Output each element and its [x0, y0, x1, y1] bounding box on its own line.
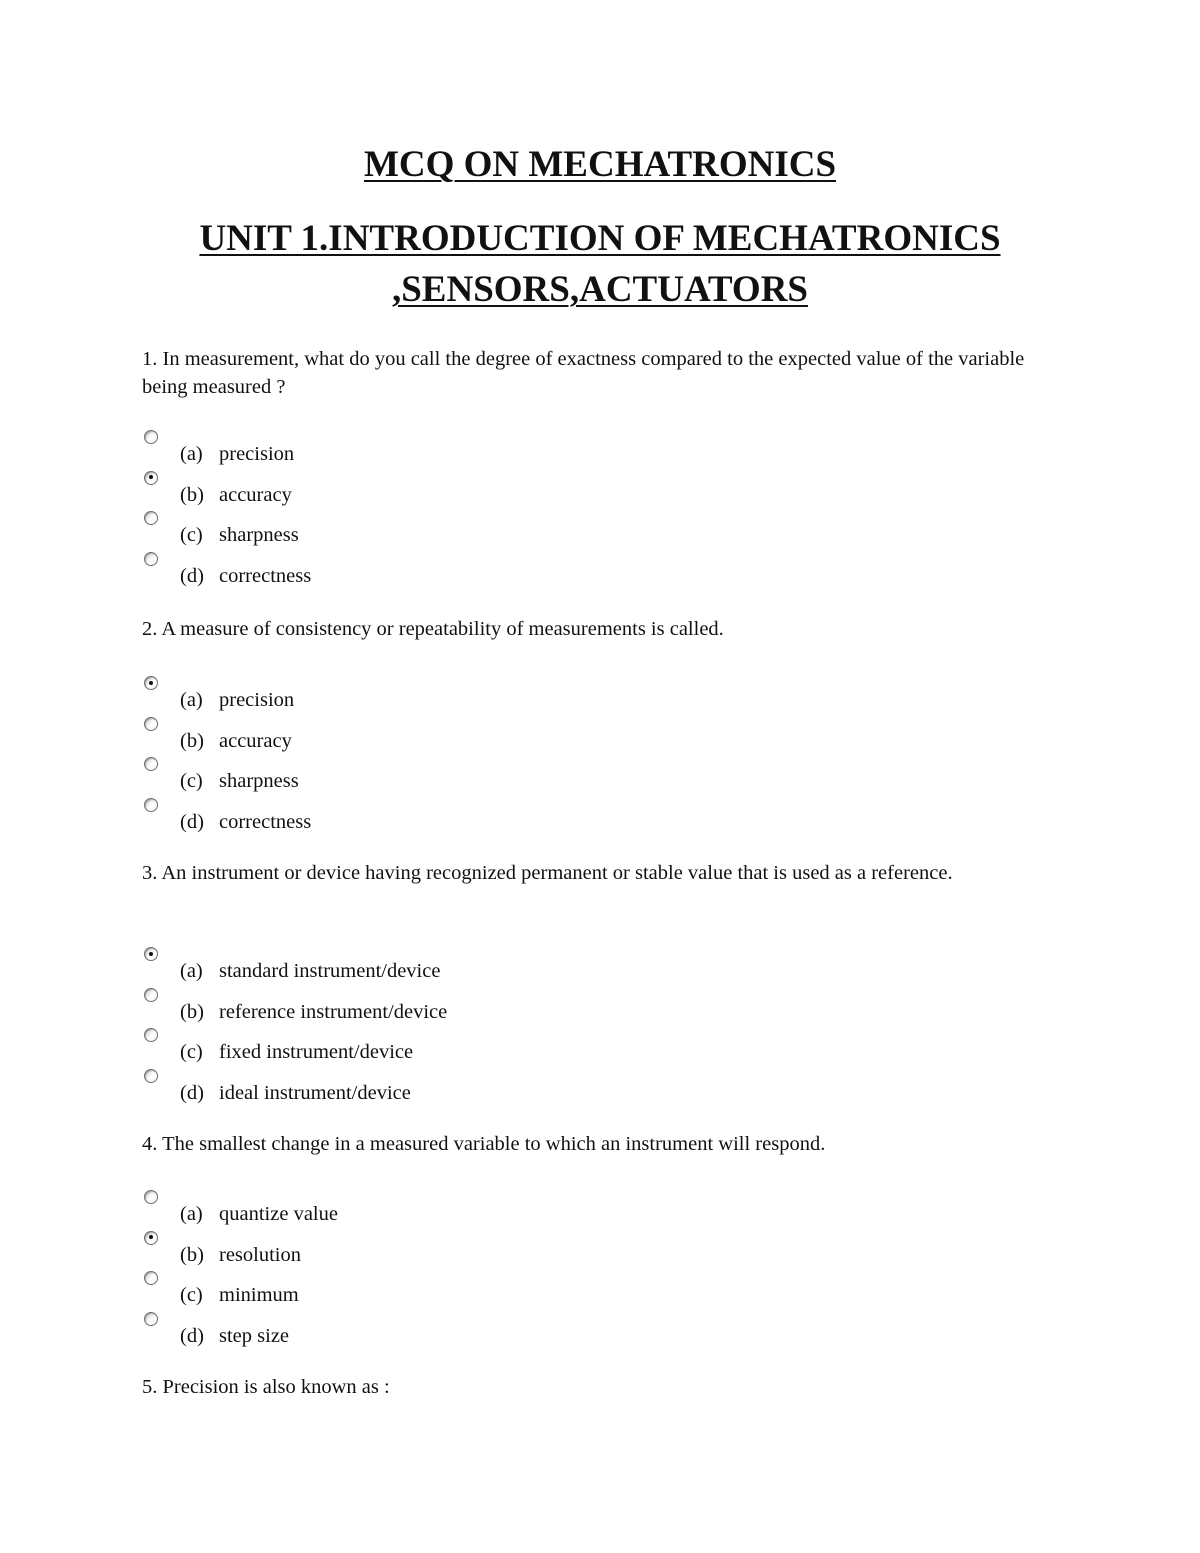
radio-button-checked-icon[interactable]: [144, 676, 158, 690]
question-1-text: 1. In measurement, what do you call the degree of exactness compared to the expected value of the variable being measured ?: [142, 348, 1025, 398]
q2-option-c[interactable]: [142, 755, 942, 796]
option-letter: (b): [180, 483, 204, 506]
option-text: accuracy: [219, 483, 292, 506]
option-letter: (d): [180, 1324, 204, 1347]
radio-button-icon[interactable]: [144, 511, 158, 525]
option-letter: (b): [180, 1000, 204, 1023]
radio-button-icon[interactable]: [144, 1312, 158, 1326]
q3-option-d[interactable]: [142, 1067, 942, 1108]
option-text: sharpness: [219, 770, 299, 792]
radio-button-checked-icon[interactable]: [144, 1231, 158, 1245]
option-letter: (d): [180, 564, 204, 587]
q3-option-a[interactable]: [142, 945, 942, 986]
question-3-options: [142, 945, 942, 1107]
q4-option-a[interactable]: [142, 1188, 942, 1229]
option-text: step size: [219, 1324, 290, 1347]
option-letter: (a): [180, 689, 203, 711]
q4-option-c[interactable]: [142, 1269, 942, 1310]
option-text: correctness: [219, 564, 312, 587]
option-letter: (b): [180, 1243, 204, 1266]
radio-button-checked-icon[interactable]: [144, 947, 158, 961]
unit-title-line-1: UNIT 1.INTRODUCTION OF MECHATRONICS: [199, 218, 1001, 259]
radio-button-icon[interactable]: [144, 1028, 158, 1042]
radio-button-icon[interactable]: [144, 1069, 158, 1083]
option-letter: (c): [180, 524, 203, 546]
q3-option-b[interactable]: [142, 986, 942, 1027]
option-text: quantize value: [219, 1203, 338, 1225]
radio-button-icon[interactable]: [144, 1271, 158, 1285]
option-text: correctness: [219, 810, 312, 833]
option-text: sharpness: [219, 524, 299, 546]
q1-option-d[interactable]: [142, 550, 942, 591]
q4-option-b[interactable]: [142, 1229, 942, 1270]
option-letter: (c): [180, 1041, 203, 1063]
q3-option-c[interactable]: [142, 1026, 942, 1067]
option-text: standard instrument/device: [219, 960, 441, 982]
option-text: ideal instrument/device: [219, 1081, 411, 1104]
radio-button-icon[interactable]: [144, 988, 158, 1002]
question-2-options: [142, 674, 942, 836]
option-text: precision: [219, 689, 295, 711]
question-2-text: 2. A measure of consistency or repeatability of measurements is called.: [142, 618, 724, 640]
question-5-text: 5. Precision is also known as :: [142, 1376, 390, 1398]
q4-option-d[interactable]: [142, 1310, 942, 1351]
question-4-options: [142, 1188, 942, 1350]
option-letter: (d): [180, 1081, 204, 1104]
question-1-options: [142, 428, 942, 590]
q2-option-b[interactable]: [142, 715, 942, 756]
option-letter: (d): [180, 810, 204, 833]
q1-option-c[interactable]: [142, 509, 942, 550]
question-3-text: 3. An instrument or device having recognized permanent or stable value that is used as a reference.: [142, 862, 953, 884]
option-text: precision: [219, 443, 295, 465]
option-letter: (c): [180, 770, 203, 792]
q2-option-a[interactable]: [142, 674, 942, 715]
q1-option-a[interactable]: [142, 428, 942, 469]
radio-button-icon[interactable]: [144, 430, 158, 444]
radio-button-icon[interactable]: [144, 757, 158, 771]
option-letter: (a): [180, 1203, 203, 1225]
q1-option-b[interactable]: [142, 469, 942, 510]
option-text: accuracy: [219, 729, 292, 752]
unit-title-line-2: ,SENSORS,ACTUATORS: [391, 269, 809, 310]
option-text: minimum: [219, 1284, 299, 1306]
radio-button-icon[interactable]: [144, 798, 158, 812]
option-text: resolution: [219, 1243, 301, 1266]
option-letter: (a): [180, 960, 203, 982]
question-4-text: 4. The smallest change in a measured variable to which an instrument will respond.: [142, 1133, 826, 1155]
option-text: reference instrument/device: [219, 1000, 448, 1023]
option-letter: (a): [180, 443, 203, 465]
radio-button-icon[interactable]: [144, 1190, 158, 1204]
radio-button-checked-icon[interactable]: [144, 471, 158, 485]
option-text: fixed instrument/device: [219, 1041, 414, 1063]
option-letter: (c): [180, 1284, 203, 1306]
radio-button-icon[interactable]: [144, 552, 158, 566]
option-letter: (b): [180, 729, 204, 752]
radio-button-icon[interactable]: [144, 717, 158, 731]
document-title: MCQ ON MECHATRONICS: [363, 144, 837, 185]
q2-option-d[interactable]: [142, 796, 942, 837]
